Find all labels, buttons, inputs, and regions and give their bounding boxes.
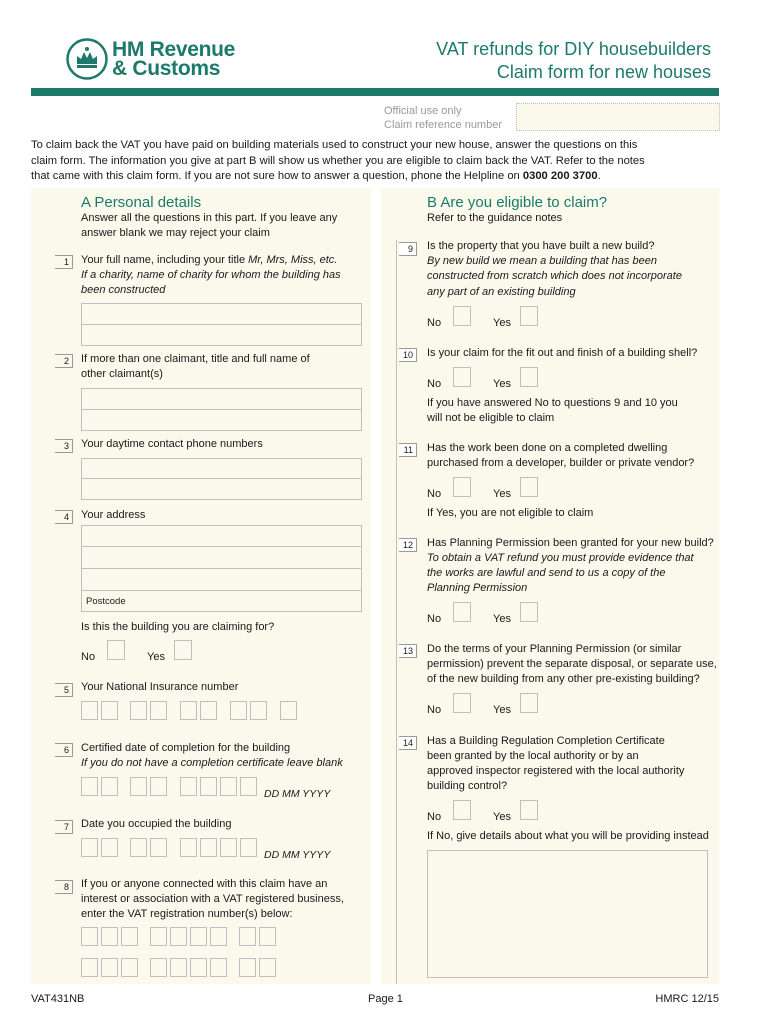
vat-reg-box[interactable] bbox=[121, 927, 138, 946]
vat-reg-box[interactable] bbox=[259, 958, 276, 977]
form-title bbox=[436, 38, 711, 84]
q12-number: 12 bbox=[399, 538, 417, 552]
q3-number: 3 bbox=[55, 439, 73, 453]
q13-line3: of the new building from any other pre-existing building? bbox=[427, 673, 700, 685]
q7-number: 7 bbox=[55, 820, 73, 834]
occupied-date-box[interactable] bbox=[101, 838, 118, 857]
nino-box[interactable] bbox=[250, 701, 267, 720]
q10-yes-checkbox[interactable] bbox=[520, 367, 538, 387]
q4-line1: Your address bbox=[81, 509, 146, 521]
q10-line1: Is your claim for the fit out and finish of a building shell? bbox=[427, 347, 698, 359]
nino-box[interactable] bbox=[81, 701, 98, 720]
address-line-2[interactable] bbox=[81, 547, 362, 569]
q7-line1: Date you occupied the building bbox=[81, 818, 232, 830]
vat-reg-box[interactable] bbox=[210, 927, 227, 946]
q1-line1: Your full name, including your title Mr, Mrs, Miss, etc. bbox=[81, 254, 338, 266]
part-b-rule bbox=[396, 240, 397, 984]
q1-name-field-2[interactable] bbox=[81, 325, 362, 346]
title-line1: VAT refunds for DIY housebuilders bbox=[436, 39, 711, 59]
part-a-sub1: Answer all the questions in this part. If you leave any bbox=[81, 212, 338, 224]
completion-date-box[interactable] bbox=[150, 777, 167, 796]
vat-reg-box[interactable] bbox=[259, 927, 276, 946]
occupied-date-box[interactable] bbox=[150, 838, 167, 857]
q6-number: 6 bbox=[55, 743, 73, 757]
q6-line1: Certified date of completion for the building bbox=[81, 742, 291, 754]
q14-note1: If No, give details about what you will be providing instead bbox=[427, 830, 709, 842]
q1-number: 1 bbox=[55, 255, 73, 269]
occupied-date-box[interactable] bbox=[200, 838, 217, 857]
q11-yes-checkbox[interactable] bbox=[520, 477, 538, 497]
vat-reg-box[interactable] bbox=[81, 958, 98, 977]
helpline-phone: 0300 200 3700 bbox=[522, 170, 598, 182]
nino-box[interactable] bbox=[101, 701, 118, 720]
q12-no-checkbox[interactable] bbox=[453, 602, 471, 622]
q3-phone-field-2[interactable] bbox=[81, 479, 362, 500]
q14-line2: been granted by the local authority or by an bbox=[427, 750, 639, 762]
q11-line1: Has the work been done on a completed dwelling bbox=[427, 442, 668, 454]
q11-number: 11 bbox=[399, 443, 417, 457]
q9-line4: any part of an existing building bbox=[427, 286, 576, 298]
nino-box[interactable] bbox=[180, 701, 197, 720]
q10-note1: If you have answered No to questions 9 and 10 you bbox=[427, 397, 678, 409]
nino-box[interactable] bbox=[200, 701, 217, 720]
q14-line1: Has a Building Regulation Completion Certificate bbox=[427, 735, 665, 747]
claim-reference-label: Claim reference number bbox=[384, 119, 502, 131]
page-number: Page 1 bbox=[368, 993, 403, 1005]
q11-no-checkbox[interactable] bbox=[453, 477, 471, 497]
occupied-date-box[interactable] bbox=[180, 838, 197, 857]
q12-yes-checkbox[interactable] bbox=[520, 602, 538, 622]
nino-box[interactable] bbox=[150, 701, 167, 720]
vat-reg-box[interactable] bbox=[170, 927, 187, 946]
q2-line2: other claimant(s) bbox=[81, 368, 163, 380]
q8-line1: If you or anyone connected with this claim have an bbox=[81, 878, 328, 890]
vat-reg-box[interactable] bbox=[101, 958, 118, 977]
hmrc-logo bbox=[66, 38, 246, 82]
header-rule bbox=[31, 88, 719, 96]
q1-name-field-1[interactable] bbox=[81, 303, 362, 325]
q3-phone-field-1[interactable] bbox=[81, 458, 362, 479]
q8-number: 8 bbox=[55, 880, 73, 894]
q4-yes-label: Yes bbox=[147, 651, 165, 663]
q12-no-label: No bbox=[427, 613, 442, 625]
q9-yes-label: Yes bbox=[493, 317, 511, 329]
nino-box[interactable] bbox=[230, 701, 247, 720]
q11-note1: If Yes, you are not eligible to claim bbox=[427, 507, 594, 519]
completion-date-box[interactable] bbox=[200, 777, 217, 796]
vat-reg-box[interactable] bbox=[210, 958, 227, 977]
q6-date-format: DD MM YYYY bbox=[264, 788, 331, 800]
q10-yes-label: Yes bbox=[493, 378, 511, 390]
q6-line2: If you do not have a completion certificate leave blank bbox=[81, 757, 343, 769]
address-line-1[interactable] bbox=[81, 525, 362, 547]
q12-line3: the works are lawful and send to us a copy of the bbox=[427, 567, 666, 579]
vat-reg-box[interactable] bbox=[190, 927, 207, 946]
vat-reg-box[interactable] bbox=[101, 927, 118, 946]
q2-number: 2 bbox=[55, 354, 73, 368]
q8-line2: interest or association with a VAT registered business, bbox=[81, 893, 344, 905]
q10-number: 10 bbox=[399, 348, 417, 362]
q13-yes-checkbox[interactable] bbox=[520, 693, 538, 713]
q14-no-label: No bbox=[427, 811, 442, 823]
vat-reg-box[interactable] bbox=[170, 958, 187, 977]
q14-details-field[interactable] bbox=[427, 850, 708, 978]
q7-date-format: DD MM YYYY bbox=[264, 849, 331, 861]
form-version: HMRC 12/15 bbox=[655, 993, 719, 1005]
occupied-date-box[interactable] bbox=[130, 838, 147, 857]
q14-line3: approved inspector registered with the local authority bbox=[427, 765, 685, 777]
occupied-date-box[interactable] bbox=[81, 838, 98, 857]
q4-yes-checkbox[interactable] bbox=[174, 640, 192, 660]
q12-line2: To obtain a VAT refund you must provide evidence that bbox=[427, 552, 694, 564]
q4-no-checkbox[interactable] bbox=[107, 640, 125, 660]
completion-date-box[interactable] bbox=[130, 777, 147, 796]
postcode-label: Postcode bbox=[86, 596, 126, 607]
q14-yes-label: Yes bbox=[493, 811, 511, 823]
crown-crest-icon bbox=[66, 38, 108, 80]
part-b-heading: B Are you eligible to claim? bbox=[427, 194, 608, 211]
logo-line1: HM Revenue bbox=[112, 38, 236, 61]
completion-date-box[interactable] bbox=[180, 777, 197, 796]
completion-date-box[interactable] bbox=[81, 777, 98, 796]
q5-number: 5 bbox=[55, 683, 73, 697]
q9-line3: constructed from scratch which does not incorporate bbox=[427, 270, 682, 282]
q13-number: 13 bbox=[399, 644, 417, 658]
q14-yes-checkbox[interactable] bbox=[520, 800, 538, 820]
logo-line2: & Customs bbox=[112, 57, 221, 80]
vat-reg-box[interactable] bbox=[81, 927, 98, 946]
q3-line1: Your daytime contact phone numbers bbox=[81, 438, 263, 450]
q9-no-checkbox[interactable] bbox=[453, 306, 471, 326]
q9-line2: By new build we mean a building that has been bbox=[427, 255, 657, 267]
q10-no-label: No bbox=[427, 378, 442, 390]
nino-box[interactable] bbox=[130, 701, 147, 720]
q4-no-label: No bbox=[81, 651, 96, 663]
q9-yes-checkbox[interactable] bbox=[520, 306, 538, 326]
q11-line2: purchased from a developer, builder or private vendor? bbox=[427, 457, 695, 469]
vat-reg-box[interactable] bbox=[239, 927, 256, 946]
q12-line1: Has Planning Permission been granted for your new build? bbox=[427, 537, 714, 549]
nino-box[interactable] bbox=[280, 701, 297, 720]
q13-line1: Do the terms of your Planning Permission (or similar bbox=[427, 643, 682, 655]
vat-reg-box[interactable] bbox=[190, 958, 207, 977]
vat-reg-box[interactable] bbox=[239, 958, 256, 977]
vat-reg-box[interactable] bbox=[150, 958, 167, 977]
q2-field-1[interactable] bbox=[81, 388, 362, 410]
q10-no-checkbox[interactable] bbox=[453, 367, 471, 387]
q11-no-label: No bbox=[427, 488, 442, 500]
claim-reference-field[interactable] bbox=[516, 103, 720, 131]
q9-number: 9 bbox=[399, 242, 417, 256]
q4-claiming-question: Is this the building you are claiming for? bbox=[81, 621, 275, 633]
q2-field-2[interactable] bbox=[81, 410, 362, 431]
completion-date-box[interactable] bbox=[240, 777, 257, 796]
intro-text bbox=[31, 138, 731, 185]
q5-line1: Your National Insurance number bbox=[81, 681, 239, 693]
q2-line1: If more than one claimant, title and full name of bbox=[81, 353, 310, 365]
q12-line4: Planning Permission bbox=[427, 582, 528, 594]
q13-yes-label: Yes bbox=[493, 704, 511, 716]
q13-no-label: No bbox=[427, 704, 442, 716]
address-line-3[interactable] bbox=[81, 569, 362, 591]
q11-yes-label: Yes bbox=[493, 488, 511, 500]
q14-no-checkbox[interactable] bbox=[453, 800, 471, 820]
official-use-label: Official use only bbox=[384, 105, 462, 117]
intro-line1: To claim back the VAT you have paid on building materials used to construct your new house, answer the questions on this bbox=[31, 139, 638, 151]
vat-reg-box[interactable] bbox=[121, 958, 138, 977]
completion-date-box[interactable] bbox=[220, 777, 237, 796]
q9-line1: Is the property that you have built a new build? bbox=[427, 240, 655, 252]
vat-reg-box[interactable] bbox=[150, 927, 167, 946]
q9-no-label: No bbox=[427, 317, 442, 329]
q10-note2: will not be eligible to claim bbox=[427, 412, 555, 424]
q12-yes-label: Yes bbox=[493, 613, 511, 625]
q1-line3: been constructed bbox=[81, 284, 166, 296]
q13-line2: permission) prevent the separate disposal, or separate use, bbox=[427, 658, 717, 670]
q14-line4: building control? bbox=[427, 780, 508, 792]
q8-line3: enter the VAT registration number(s) below: bbox=[81, 908, 293, 920]
q13-no-checkbox[interactable] bbox=[453, 693, 471, 713]
completion-date-box[interactable] bbox=[101, 777, 118, 796]
q1-line2: If a charity, name of charity for whom the building has bbox=[81, 269, 341, 281]
part-b-sub: Refer to the guidance notes bbox=[427, 212, 563, 224]
part-a-heading: A Personal details bbox=[81, 194, 202, 211]
title-line2: Claim form for new houses bbox=[496, 62, 711, 82]
form-code: VAT431NB bbox=[31, 993, 85, 1005]
occupied-date-box[interactable] bbox=[220, 838, 237, 857]
occupied-date-box[interactable] bbox=[240, 838, 257, 857]
intro-line3: that came with this claim form. If you are not sure how to answer a question, phone the Helpline on 0300 200 3700. bbox=[31, 170, 601, 182]
part-a-sub2: answer blank we may reject your claim bbox=[81, 227, 270, 239]
q4-number: 4 bbox=[55, 510, 73, 524]
intro-line2: claim form. The information you give at part B will show us whether you are eligible to claim back the VAT. Refer to the notes bbox=[31, 154, 645, 167]
q14-number: 14 bbox=[399, 736, 417, 750]
